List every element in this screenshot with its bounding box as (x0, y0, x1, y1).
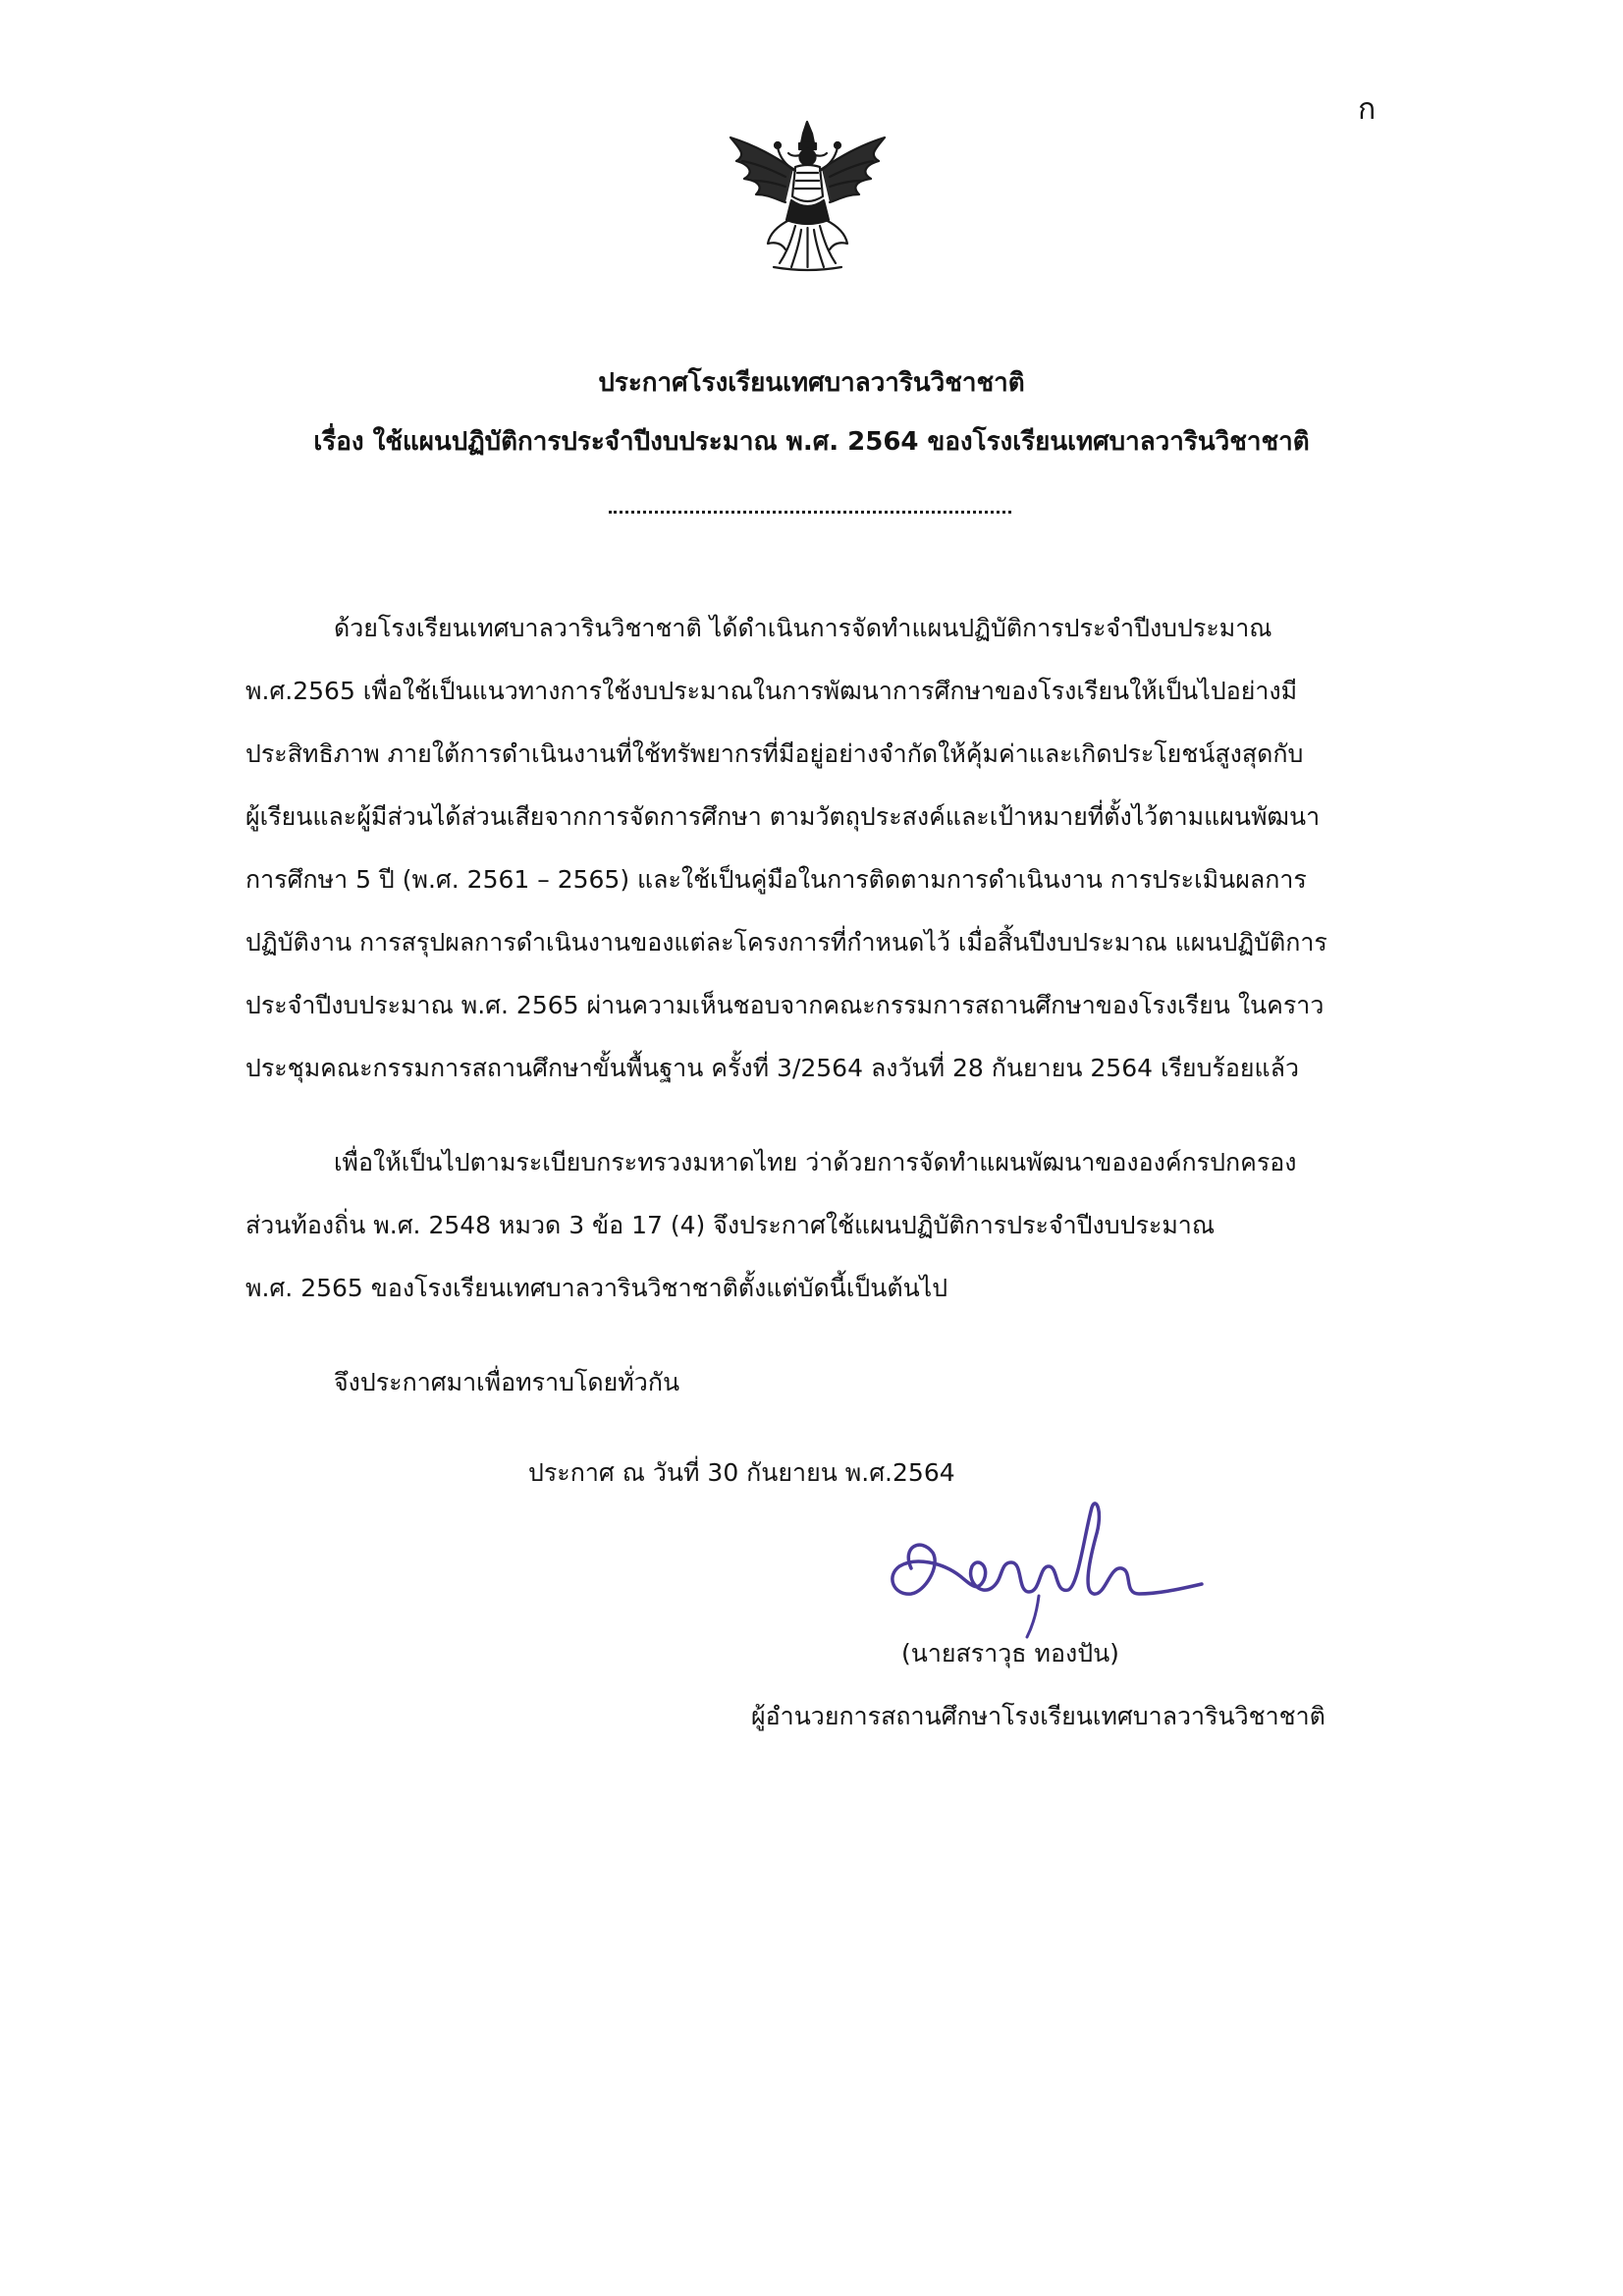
body-line: ปฏิบัติงาน การสรุปผลการดำเนินงานของแต่ละโครงการที่กำหนดไว้ เมื่อสิ้นปีงบประมาณ แผนปฏิบัติการ (245, 928, 1327, 957)
body-line: พ.ศ.2565 เพื่อใช้เป็นแนวทางการใช้งบประมาณในการพัฒนาการศึกษาของโรงเรียนให้เป็นไปอย่างมี (245, 677, 1298, 705)
body-line: ประสิทธิภาพ ภายใต้การดำเนินงานที่ใช้ทรัพยากรที่มีอยู่อย่างจำกัดให้คุ้มค่าและเกิดประโยชน์สูงสุดกับ (245, 739, 1304, 768)
signer-name: (นายสราวุธ ทองปัน) (901, 1639, 1119, 1667)
handwritten-signature-icon (882, 1498, 1211, 1645)
body-line: ส่วนท้องถิ่น พ.ศ. 2548 หมวด 3 ข้อ 17 (4) จึงประกาศใช้แผนปฏิบัติการประจำปีงบประมาณ (245, 1211, 1216, 1239)
body-line: เพื่อให้เป็นไปตามระเบียบกระทรวงมหาดไทย ว่าด้วยการจัดทำแผนพัฒนาขององค์กรปกครอง (334, 1148, 1297, 1176)
body-line: ประจำปีงบประมาณ พ.ศ. 2565 ผ่านความเห็นชอบจากคณะกรรมการสถานศึกษาของโรงเรียน ในคราว (245, 991, 1325, 1019)
title-separator (609, 511, 1011, 514)
body-line: การศึกษา 5 ปี (พ.ศ. 2561 – 2565) และใช้เป็นคู่มือในการติดตามการดำเนินงาน การประเมินผลการ (245, 865, 1307, 894)
document-title: ประกาศโรงเรียนเทศบาลวารินวิชาชาติ (598, 368, 1025, 398)
document-subject: เรื่อง ใช้แผนปฏิบัติการประจำปีงบประมาณ พ.ศ. 2564 ของโรงเรียนเทศบาลวารินวิชาชาติ (313, 427, 1310, 457)
body-line: ผู้เรียนและผู้มีส่วนได้ส่วนเสียจากการจัดการศึกษา ตามวัตถุประสงค์และเป้าหมายที่ตั้งไว้ตามแผนพัฒนา (245, 802, 1321, 831)
body-line: ด้วยโรงเรียนเทศบาลวารินวิชาชาติ ได้ดำเนินการจัดทำแผนปฏิบัติการประจำปีงบประมาณ (334, 614, 1272, 642)
closing-statement: จึงประกาศมาเพื่อทราบโดยทั่วกัน (334, 1368, 680, 1396)
announcement-date: ประกาศ ณ วันที่ 30 กันยายน พ.ศ.2564 (528, 1458, 955, 1487)
body-line: พ.ศ. 2565 ของโรงเรียนเทศบาลวารินวิชาชาติตั้งแต่บัดนี้เป็นต้นไป (245, 1274, 948, 1302)
body-line: ประชุมคณะกรรมการสถานศึกษาขั้นพื้นฐาน ครั้งที่ 3/2564 ลงวันที่ 28 กันยายน 2564 เรียบร้อยแล้ว (245, 1054, 1299, 1082)
signer-position: ผู้อำนวยการสถานศึกษาโรงเรียนเทศบาลวารินวิชาชาติ (751, 1702, 1325, 1730)
page-number: ก (1358, 92, 1377, 127)
garuda-emblem-icon (717, 118, 898, 275)
